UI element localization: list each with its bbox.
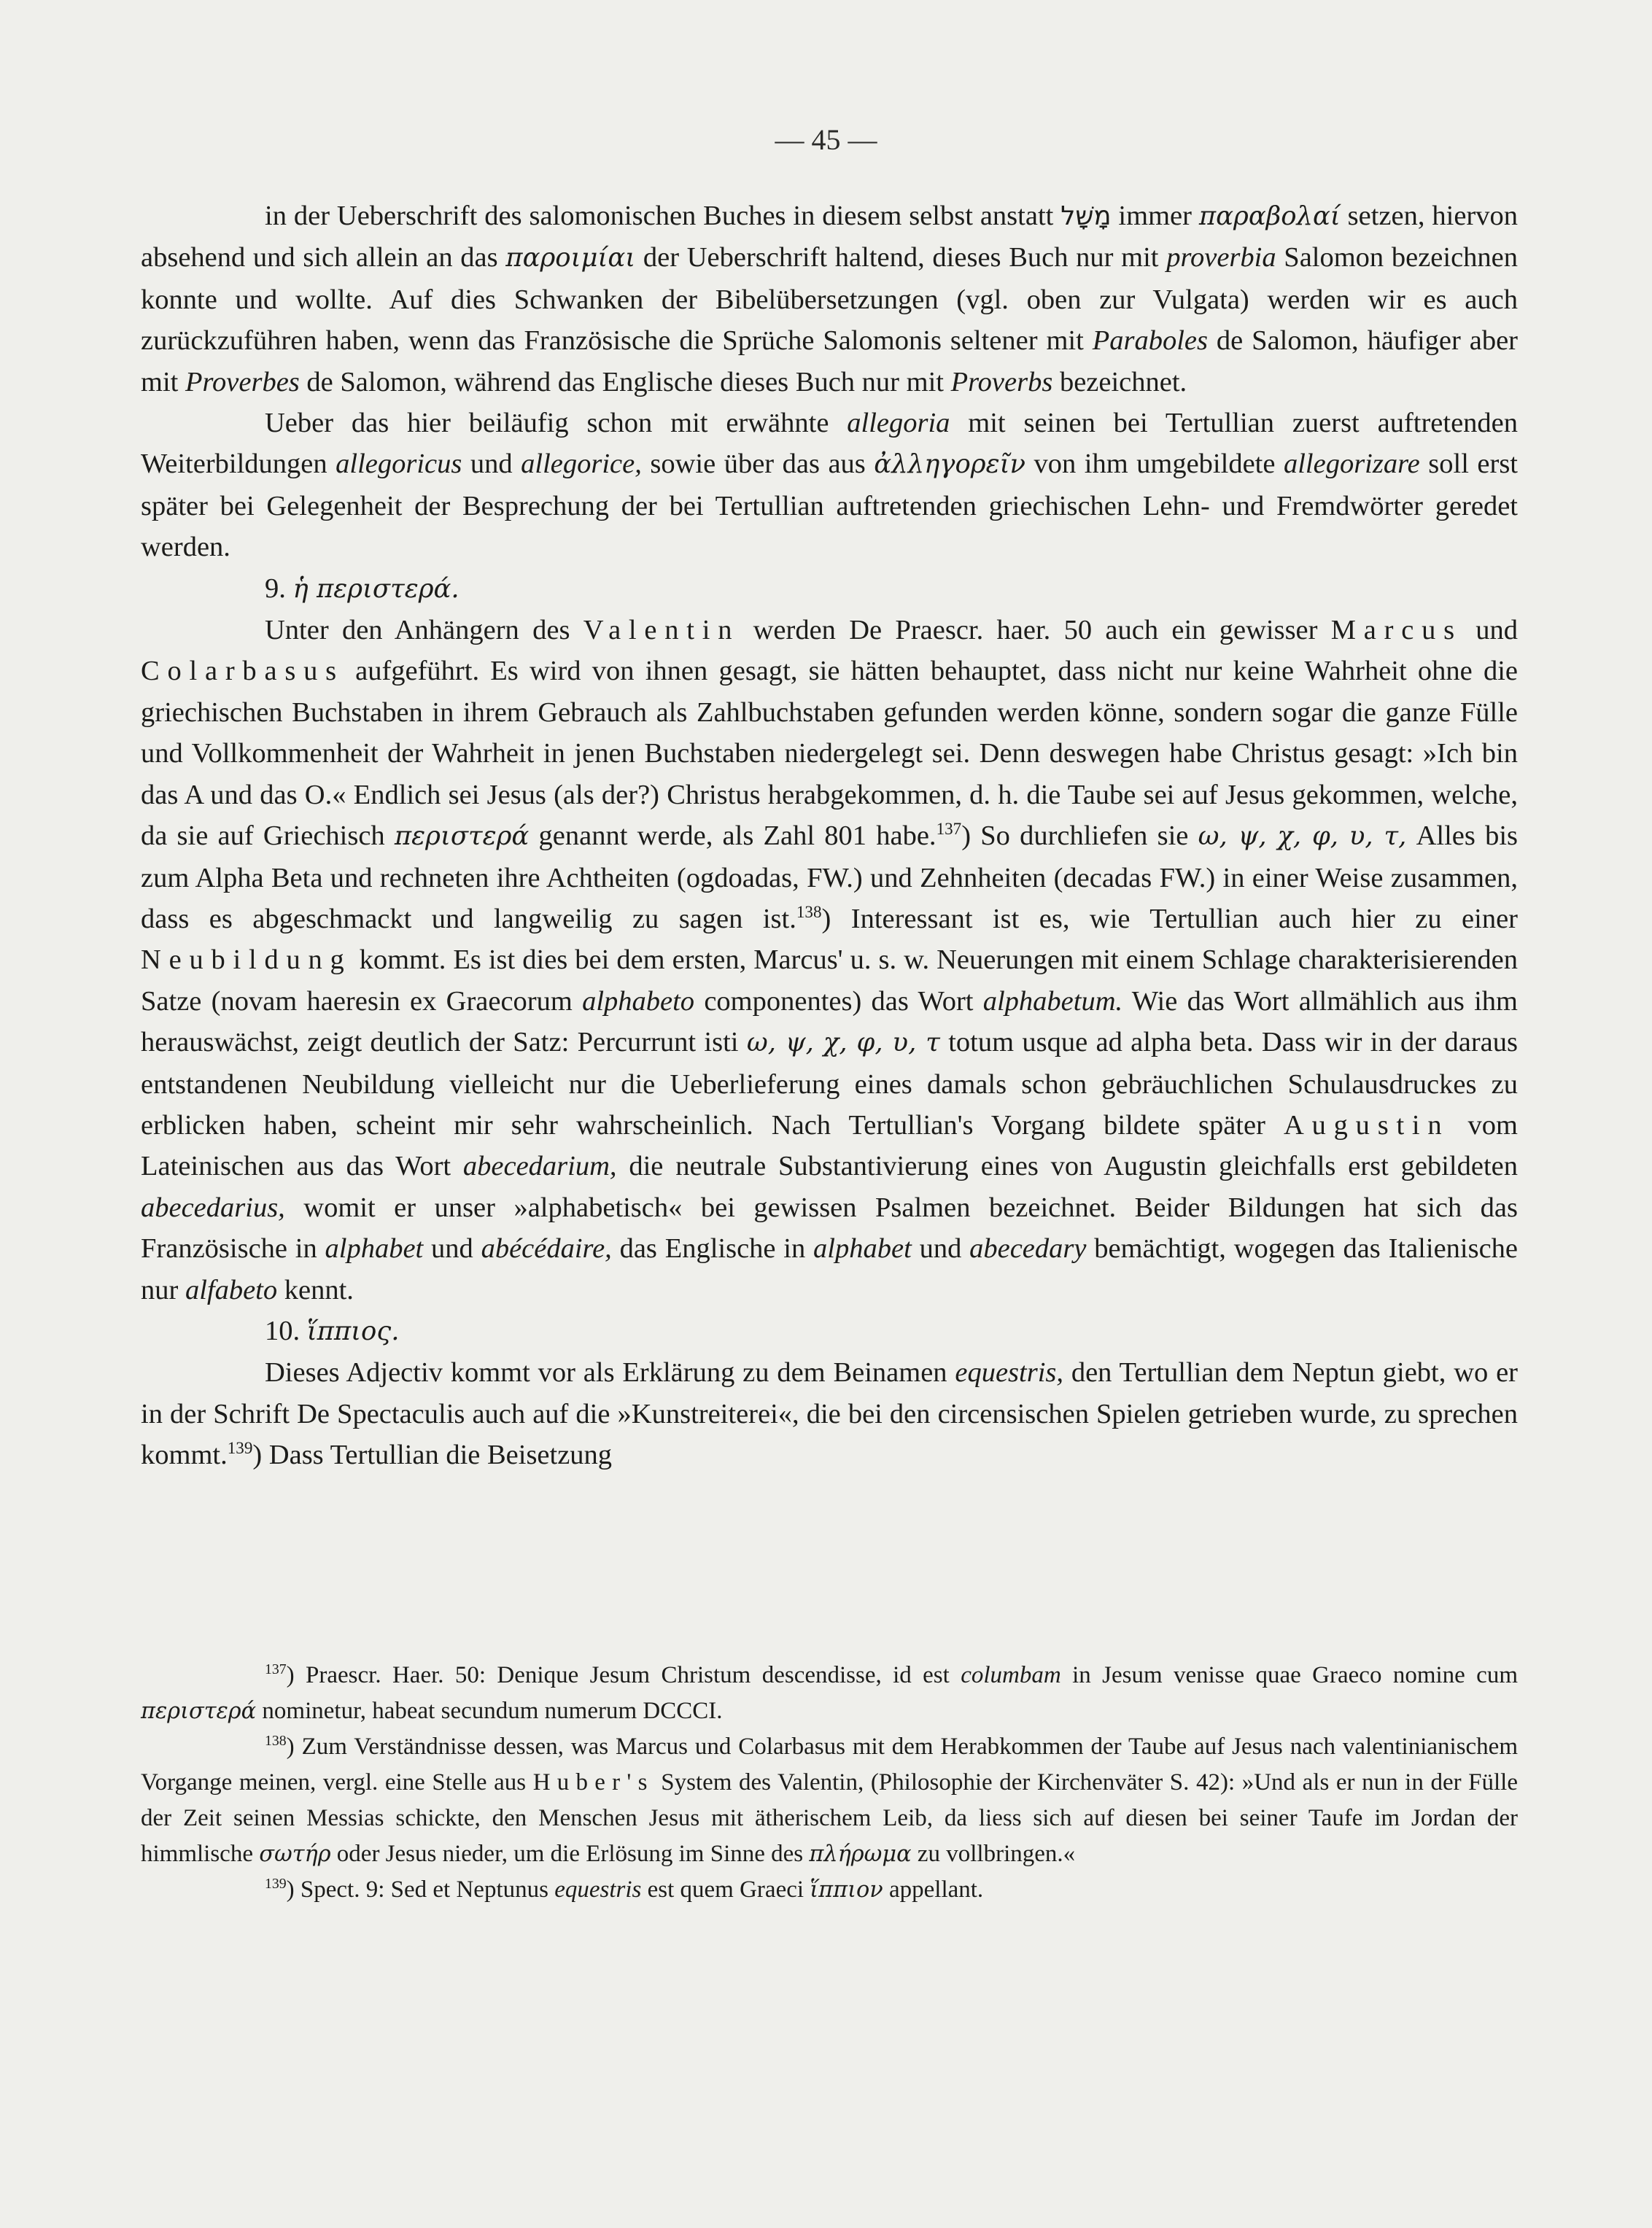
footnote [141,1729,1518,1872]
footnote-ref: 138 [796,902,822,922]
text-run: vom Lateinischen aus das Wort [141,1109,1519,1182]
paragraph [141,195,1518,403]
greek-term: περιστερά [394,821,530,852]
italic-term: alphabeto [582,985,695,1017]
footnote-ref: 139 [227,1438,253,1458]
text-run: totum usque ad alpha beta. Dass wir in der daraus entstandenen Neubildung vielleicht nur die Ueberlieferung eines damals schon gebräuchlichen Schulausdruckes zu erblicken haben, scheint mir sehr wahrscheinlich. Nach Tertullian's Vorgang bildete später [141,1027,1518,1141]
text-run: Wie das Wort allmählich aus ihm herauswächst, zeigt deutlich der Satz: Percurrunt isti [141,985,1518,1058]
text-run: 10. [265,1315,307,1346]
page-number: — 45 — [775,123,877,156]
text-run: ) Zum Verständnisse dessen, was Marcus und Colarbasus mit dem Herabkommen der Taube auf Jesus nach valentinianischem Vorgange meinen, vergl. eine Stelle aus [141,1734,1518,1796]
italic-term: equestris, [955,1357,1064,1389]
text-run: die neutrale Substantivierung eines von Augustin gleichfalls erst gebildeten [616,1151,1518,1182]
text-run: ) Dass Tertullian die Beisetzung [252,1440,613,1471]
spaced-name: Valentin [583,615,740,646]
greek-term: πλήρωμα [809,1841,912,1867]
italic-term: alphabet [325,1233,424,1265]
text-run: 9. [265,572,293,604]
greek-term: περιστερά [141,1699,257,1724]
text-run: Unter den Anhängern des [265,615,583,646]
greek-term: ἡ περιστερά. [292,573,459,604]
italic-term: columbam [961,1662,1061,1688]
text-run: aufgeführt. Es wird von ihnen gesagt, sie hätten behauptet, dass nicht nur keine Wahrheit ohne die griechischen Buchstaben in ihrem Gebrauch als Zahlbuchstaben gefunden werden könne, sondern sogar die ganze Fülle und Vollkommenheit der Wahrheit in jenen Buchstaben niedergelegt sei. Denn deswegen habe Christus gesagt: »Ich bin das A und das O.« Endlich sei Jesus (als der?) Christus herabgekommen, d. h. die Taube sei auf Jesus gekommen, welche, da sie auf Griechisch [141,656,1518,852]
text-run: zu vollbringen.« [911,1841,1076,1867]
greek-term: ω, ψ, χ, φ, υ, τ [746,1028,940,1058]
italic-term: abecedarium, [462,1151,617,1182]
text-run: Dieses Adjectiv kommt vor als Erklärung zu dem Beinamen [265,1357,955,1389]
footnote-ref: 137 [265,1661,287,1677]
spaced-name: Augustin [1284,1109,1450,1141]
text-run: de Salomon, häufiger aber mit [141,325,1518,397]
text-run: der Ueberschrift haltend, dieses Buch nur mit [635,242,1167,273]
text-run: womit er unser »alphabetisch« bei gewissen Psalmen bezeichnet. Beider Bildungen hat sich das Französische in [141,1192,1518,1265]
text-run: soll erst später bei Gelegenheit der Besprechung der bei Tertullian auftretenden griechischen Lehn- und Fremdwörter geredet werden. [141,449,1518,563]
italic-term: Paraboles [1092,325,1208,357]
text-run: in Jesum venisse quae Graeco nomine cum [1060,1662,1519,1688]
paragraph [141,403,1518,568]
greek-term: σωτήρ [259,1841,331,1867]
text-run: genannt werde, als Zahl 801 habe. [529,820,936,852]
main-text [141,195,1518,1476]
text-run: werden De Praescr. haer. 50 auch ein gewisser [740,615,1331,646]
italic-term: proverbia [1166,242,1276,273]
spaced-name: Neubildung [141,944,352,976]
text-run: immer [1111,201,1199,231]
text-run: in der Ueberschrift des salomonischen Buches in diesem selbst anstatt [265,201,1061,231]
text-run: kommt. Es ist dies bei dem ersten, Marcus' u. s. w. Neuerungen mit einem Schlage charakterisierenden Satze (novam haeresin ex Graecorum [141,944,1518,1017]
text-run: Salomon bezeichnen konnte und wollte. Auf dies Schwanken der Bibelübersetzungen (vgl. oben zur Vulgata) werden wir es auch zurückzuführen haben, wenn das Französische die Sprüche Salomonis seltener mit [141,242,1519,357]
greek-term: παραβολαί [1198,201,1341,231]
footnote-ref: 137 [936,819,962,839]
text-run: oder Jesus nieder, um die Erlösung im Sinne des [330,1841,810,1867]
spaced-name: Colarbasus [141,656,344,687]
italic-term: allegoria [847,408,950,439]
text-run: und [462,449,521,480]
italic-term: allegoricus [336,449,462,480]
italic-term: abecedarius, [141,1192,285,1223]
text-run: das Englische in [611,1233,814,1265]
text-run: mit seinen bei Tertullian zuerst auftretenden Weiterbildungen [141,408,1518,480]
text-run: Alles bis zum Alpha Beta und rechneten ihre Achtheiten (ogdoadas, FW.) und Zehnheiten (decadas FW.) in einer Weise zusammen, dass es abgeschmackt und langweilig zu sagen ist. [141,820,1519,934]
footnotes [141,1658,1518,1908]
text-run: und [911,1233,970,1265]
footnote [141,1872,1518,1908]
text-run: und [1462,615,1518,646]
footnote [141,1658,1518,1729]
greek-term: ἀλληγορεῖν [874,449,1025,480]
italic-term: abecedary [969,1233,1087,1265]
paragraph [141,1352,1518,1475]
text-run: Ueber das hier beiläufig schon mit erwähnte [265,408,848,439]
text-run: den Tertullian dem Neptun giebt, wo er in der Schrift De Spectaculis auch auf die »Kunstreiterei«, die bei den circensischen Spielen getrieben wurde, zu sprechen kommt. [141,1357,1518,1471]
section-heading-10 [141,1311,1518,1352]
italic-term: Proverbs [950,366,1053,397]
footnote-ref: 139 [265,1876,287,1892]
italic-term: alphabet [813,1233,912,1265]
text-run: est quem Graeci [641,1876,810,1903]
text-run: und [423,1233,481,1265]
italic-term: Proverbes [185,366,300,397]
text-run: sowie über das aus [641,449,875,480]
text-run: nominetur, habeat secundum numerum DCCCI. [256,1698,723,1724]
italic-term: alphabetum. [982,985,1123,1017]
spaced-name: Marcus [1330,615,1462,646]
text-run: von ihm umgebildete [1025,449,1284,480]
greek-term: παροιμίαι [505,243,636,273]
text-run: ) Spect. 9: Sed et Neptunus [286,1876,555,1903]
greek-term: ἵππιον [810,1877,883,1903]
paragraph [141,610,1518,1311]
text-run: ) So durchliefen sie [961,820,1198,852]
text-run: System des Valentin, (Philosophie der Kirchenväter S. 42): »Und als er nun in der Fülle der Zeit seinen Messias schickte, den Menschen Jesus mit ätherischem Leib, da liess sich auf diesen bei seiner Taufe im Jordan der himmlische [141,1769,1518,1867]
italic-term: abécédaire, [481,1233,612,1265]
section-heading-9 [141,568,1518,610]
greek-term: ἵππιος. [306,1316,400,1346]
text-run: kennt. [277,1274,354,1305]
text-run: setzen, hiervon absehend und sich allein an das [141,201,1518,273]
text-run: ) Praescr. Haer. 50: Denique Jesum Christum descendisse, id est [286,1662,961,1688]
italic-term: allegorizare [1283,449,1420,480]
text-run: componentes) das Wort [694,985,983,1017]
italic-term: alfabeto [185,1274,278,1305]
text-run: de Salomon, während das Englische dieses Buch nur mit [299,366,951,397]
text-run: appellant. [883,1876,984,1903]
italic-term: allegorice, [521,449,642,480]
greek-term: ω, ψ, χ, φ, υ, τ, [1198,821,1407,852]
italic-term: equestris [554,1876,642,1903]
spaced-name: Huber's [532,1769,654,1796]
hebrew-term: מָשָׁל [1060,201,1112,231]
footnote-ref: 138 [265,1733,287,1749]
text-run: bemächtigt, wogegen das Italienische nur [141,1233,1519,1305]
text-run: ) Interessant ist es, wie Tertullian auch hier zu einer [821,903,1518,934]
text-run: bezeichnet. [1052,366,1187,397]
